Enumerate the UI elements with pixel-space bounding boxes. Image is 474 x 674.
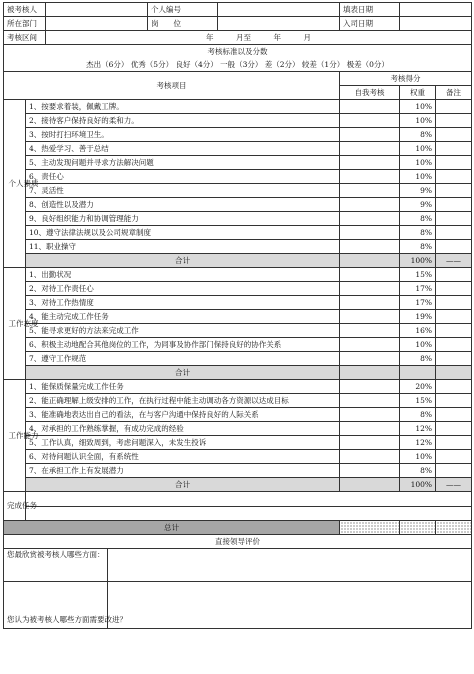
entry-date-field[interactable] (400, 17, 472, 31)
item-weight: 8% (400, 212, 436, 226)
header-row-3 (4, 31, 472, 45)
item-text: 10、遵守法律法规以及公司规章制度 (26, 226, 340, 240)
self-score-field[interactable] (340, 282, 400, 296)
note-field[interactable] (436, 184, 472, 198)
grand-total-self[interactable] (340, 521, 400, 535)
item-row (4, 436, 472, 450)
item-row (4, 310, 472, 324)
leader-q1-label: 您最欣赏被考核人哪些方面： (4, 549, 108, 582)
item-text: 3、按时打扫环境卫生。 (26, 128, 340, 142)
item-row (4, 464, 472, 478)
sections-body (4, 100, 472, 492)
item-row (4, 240, 472, 254)
item-row (4, 142, 472, 156)
self-score-field[interactable] (340, 464, 400, 478)
section-total-weight: 100% (400, 478, 436, 492)
item-weight: 8% (400, 408, 436, 422)
self-score-field[interactable] (340, 240, 400, 254)
leader-title-row (4, 535, 472, 549)
self-score-field[interactable] (340, 156, 400, 170)
self-score-field[interactable] (340, 184, 400, 198)
item-row (4, 212, 472, 226)
item-weight: 12% (400, 422, 436, 436)
id-label: 个人编号 (148, 3, 218, 17)
weight-column-header: 权重 (400, 86, 436, 100)
entry-date-label: 入司日期 (340, 17, 400, 31)
item-text: 5、能寻求更好的方法来完成工作 (26, 324, 340, 338)
note-field[interactable] (436, 394, 472, 408)
id-field[interactable] (218, 3, 340, 17)
item-weight: 8% (400, 464, 436, 478)
item-weight: 10% (400, 114, 436, 128)
note-field[interactable] (436, 100, 472, 114)
item-row (4, 296, 472, 310)
note-field[interactable] (436, 324, 472, 338)
item-text: 4、热爱学习、善于总结 (26, 142, 340, 156)
item-weight: 10% (400, 170, 436, 184)
item-weight: 8% (400, 240, 436, 254)
note-field[interactable] (436, 338, 472, 352)
note-field[interactable] (436, 170, 472, 184)
item-weight: 15% (400, 268, 436, 282)
item-text: 8、创造性以及潜力 (26, 198, 340, 212)
task-row (4, 492, 472, 507)
item-weight: 9% (400, 198, 436, 212)
header-row-2 (4, 17, 472, 31)
item-text: 5、主动发现问题并寻求方法解决问题 (26, 156, 340, 170)
item-text: 11、职业操守 (26, 240, 340, 254)
self-score-field[interactable] (340, 422, 400, 436)
standard-title: 考核标准以及分数 (4, 45, 472, 59)
item-weight: 16% (400, 324, 436, 338)
section-total-note: —— (436, 254, 472, 268)
item-weight: 10% (400, 100, 436, 114)
section-label-text: 工作能力 (8, 430, 39, 440)
section-label-text: 个人素质 (8, 178, 39, 188)
fill-date-label: 填表日期 (340, 3, 400, 17)
period-value[interactable]: 年 月至 年 月 (46, 31, 472, 45)
item-row (4, 184, 472, 198)
item-row (4, 352, 472, 366)
note-field[interactable] (436, 198, 472, 212)
section-total-row (4, 254, 472, 268)
item-row (4, 408, 472, 422)
section-total-label: 合计 (26, 478, 340, 492)
section-label (4, 100, 39, 268)
item-text: 3、能准确地表达出自己的看法，在与客户沟通中保持良好的人际关系 (26, 408, 340, 422)
note-field[interactable] (436, 114, 472, 128)
item-text: 6、对待问题认识全面，有系统性 (26, 450, 340, 464)
item-text: 9、良好组织能力和协调管理能力 (26, 212, 340, 226)
task-field-1[interactable] (26, 492, 472, 507)
item-row (4, 198, 472, 212)
leader-q2-label: 您认为被考核人哪些方面需要改进？ (4, 582, 108, 629)
standard-title-row (4, 45, 472, 59)
item-row (4, 380, 472, 394)
note-field[interactable] (436, 450, 472, 464)
note-field[interactable] (436, 128, 472, 142)
fill-date-field[interactable] (400, 3, 472, 17)
section-total-row (4, 478, 472, 492)
item-row (4, 114, 472, 128)
item-weight: 12% (400, 436, 436, 450)
self-score-field[interactable] (340, 394, 400, 408)
item-weight: 15% (400, 394, 436, 408)
self-score-field[interactable] (340, 408, 400, 422)
grand-total-weight (400, 521, 436, 535)
header-row-1 (4, 3, 472, 17)
note-field[interactable] (436, 268, 472, 282)
item-text: 7、遵守工作规范 (26, 352, 340, 366)
section-label (4, 380, 39, 492)
item-text: 4、能主动完成工作任务 (26, 310, 340, 324)
self-score-field[interactable] (340, 170, 400, 184)
appraisal-table (3, 2, 472, 629)
item-weight: 17% (400, 282, 436, 296)
item-row (4, 422, 472, 436)
item-text: 6、责任心 (26, 170, 340, 184)
section-total-label: 合计 (26, 254, 340, 268)
item-weight: 8% (400, 226, 436, 240)
item-weight: 8% (400, 352, 436, 366)
item-row (4, 282, 472, 296)
self-score-field[interactable] (340, 436, 400, 450)
item-weight: 20% (400, 380, 436, 394)
section-total-self[interactable] (340, 366, 400, 380)
item-text: 2、接待客户保持良好的柔和力。 (26, 114, 340, 128)
item-row (4, 170, 472, 184)
note-field[interactable] (436, 464, 472, 478)
note-field[interactable] (436, 422, 472, 436)
item-row (4, 394, 472, 408)
period-label: 考核区间 (4, 31, 46, 45)
item-row (4, 338, 472, 352)
self-score-field[interactable] (340, 352, 400, 366)
item-text: 5、工作认真，细致周到，考虑问题深入，未发生投诉 (26, 436, 340, 450)
item-weight: 10% (400, 338, 436, 352)
dept-label: 所在部门 (4, 17, 46, 31)
leader-q2-row (4, 582, 472, 629)
self-score-field[interactable] (340, 296, 400, 310)
post-field[interactable] (218, 17, 340, 31)
section-total-label: 合计 (26, 366, 340, 380)
item-text: 7、在承担工作上有发展潜力 (26, 464, 340, 478)
task-label: 完成任务 (4, 492, 26, 521)
post-label: 岗 位 (148, 17, 218, 31)
self-score-field[interactable] (340, 380, 400, 394)
note-column-header: 备注 (436, 86, 472, 100)
item-row (4, 324, 472, 338)
section-total-weight: 100% (400, 254, 436, 268)
note-field[interactable] (436, 408, 472, 422)
score-group-header: 考核得分 (340, 72, 472, 86)
note-field[interactable] (436, 156, 472, 170)
section-label (4, 268, 39, 380)
section-total-self[interactable] (340, 254, 400, 268)
leader-title: 直接领导评价 (4, 535, 472, 549)
section-total-self[interactable] (340, 478, 400, 492)
dept-field[interactable] (46, 17, 148, 31)
section-total-row (4, 366, 472, 380)
section-total-note (436, 366, 472, 380)
note-field[interactable] (436, 296, 472, 310)
self-score-field[interactable] (340, 450, 400, 464)
self-score-field[interactable] (340, 338, 400, 352)
employee-label: 被考核人 (4, 3, 46, 17)
self-score-field[interactable] (340, 324, 400, 338)
self-score-field[interactable] (340, 268, 400, 282)
grand-total-row (4, 521, 472, 535)
item-weight: 17% (400, 296, 436, 310)
item-row (4, 156, 472, 170)
task-field-2[interactable] (26, 506, 472, 521)
item-weight: 10% (400, 156, 436, 170)
item-text: 1、出勤状况 (26, 268, 340, 282)
section-total-weight (400, 366, 436, 380)
section-total-note: —— (436, 478, 472, 492)
item-column-header: 考核项目 (4, 72, 340, 100)
item-text: 7、灵活性 (26, 184, 340, 198)
item-row (4, 226, 472, 240)
leader-q1-row (4, 549, 472, 582)
appraisal-form (3, 2, 471, 672)
item-weight: 10% (400, 450, 436, 464)
item-row (4, 268, 472, 282)
item-text: 1、能保质保量完成工作任务 (26, 380, 340, 394)
note-field[interactable] (436, 380, 472, 394)
note-field[interactable] (436, 436, 472, 450)
standard-scale-row (4, 58, 472, 72)
grand-total-label: 总计 (4, 521, 340, 535)
item-weight: 10% (400, 142, 436, 156)
grand-total-note (436, 521, 472, 535)
item-weight: 9% (400, 184, 436, 198)
self-score-field[interactable] (340, 100, 400, 114)
note-field[interactable] (436, 240, 472, 254)
item-text: 1、按要求着装，佩戴工牌。 (26, 100, 340, 114)
note-field[interactable] (436, 212, 472, 226)
self-score-field[interactable] (340, 212, 400, 226)
note-field[interactable] (436, 352, 472, 366)
self-column-header: 自我考核 (340, 86, 400, 100)
self-score-field[interactable] (340, 310, 400, 324)
item-weight: 19% (400, 310, 436, 324)
self-score-field[interactable] (340, 128, 400, 142)
standard-scale: 杰出（6分） 优秀（5分） 良好（4分） 一般（3分） 差（2分） 较差（1分） 极差（0分） (4, 58, 472, 72)
column-header-row-1 (4, 72, 472, 86)
item-row (4, 450, 472, 464)
self-score-field[interactable] (340, 226, 400, 240)
item-text: 2、对待工作责任心 (26, 282, 340, 296)
item-row (4, 100, 472, 114)
item-text: 6、积极主动地配合其他岗位的工作，为同事及协作部门保持良好的协作关系 (26, 338, 340, 352)
note-field[interactable] (436, 142, 472, 156)
item-text: 3、对待工作热情度 (26, 296, 340, 310)
item-text: 2、能正确理解上级安排的工作，在执行过程中能主动调动各方资源以达成目标 (26, 394, 340, 408)
item-text: 4、对承担的工作熟练掌握，有成功完成的经验 (26, 422, 340, 436)
task-row-2 (4, 506, 472, 521)
note-field[interactable] (436, 310, 472, 324)
leader-q2-field[interactable] (108, 582, 472, 629)
self-score-field[interactable] (340, 198, 400, 212)
section-label-text: 工作态度 (8, 318, 39, 328)
item-row (4, 128, 472, 142)
note-field[interactable] (436, 282, 472, 296)
note-field[interactable] (436, 226, 472, 240)
leader-q1-field[interactable] (108, 549, 472, 582)
self-score-field[interactable] (340, 114, 400, 128)
employee-field[interactable] (46, 3, 148, 17)
self-score-field[interactable] (340, 142, 400, 156)
item-weight: 8% (400, 128, 436, 142)
